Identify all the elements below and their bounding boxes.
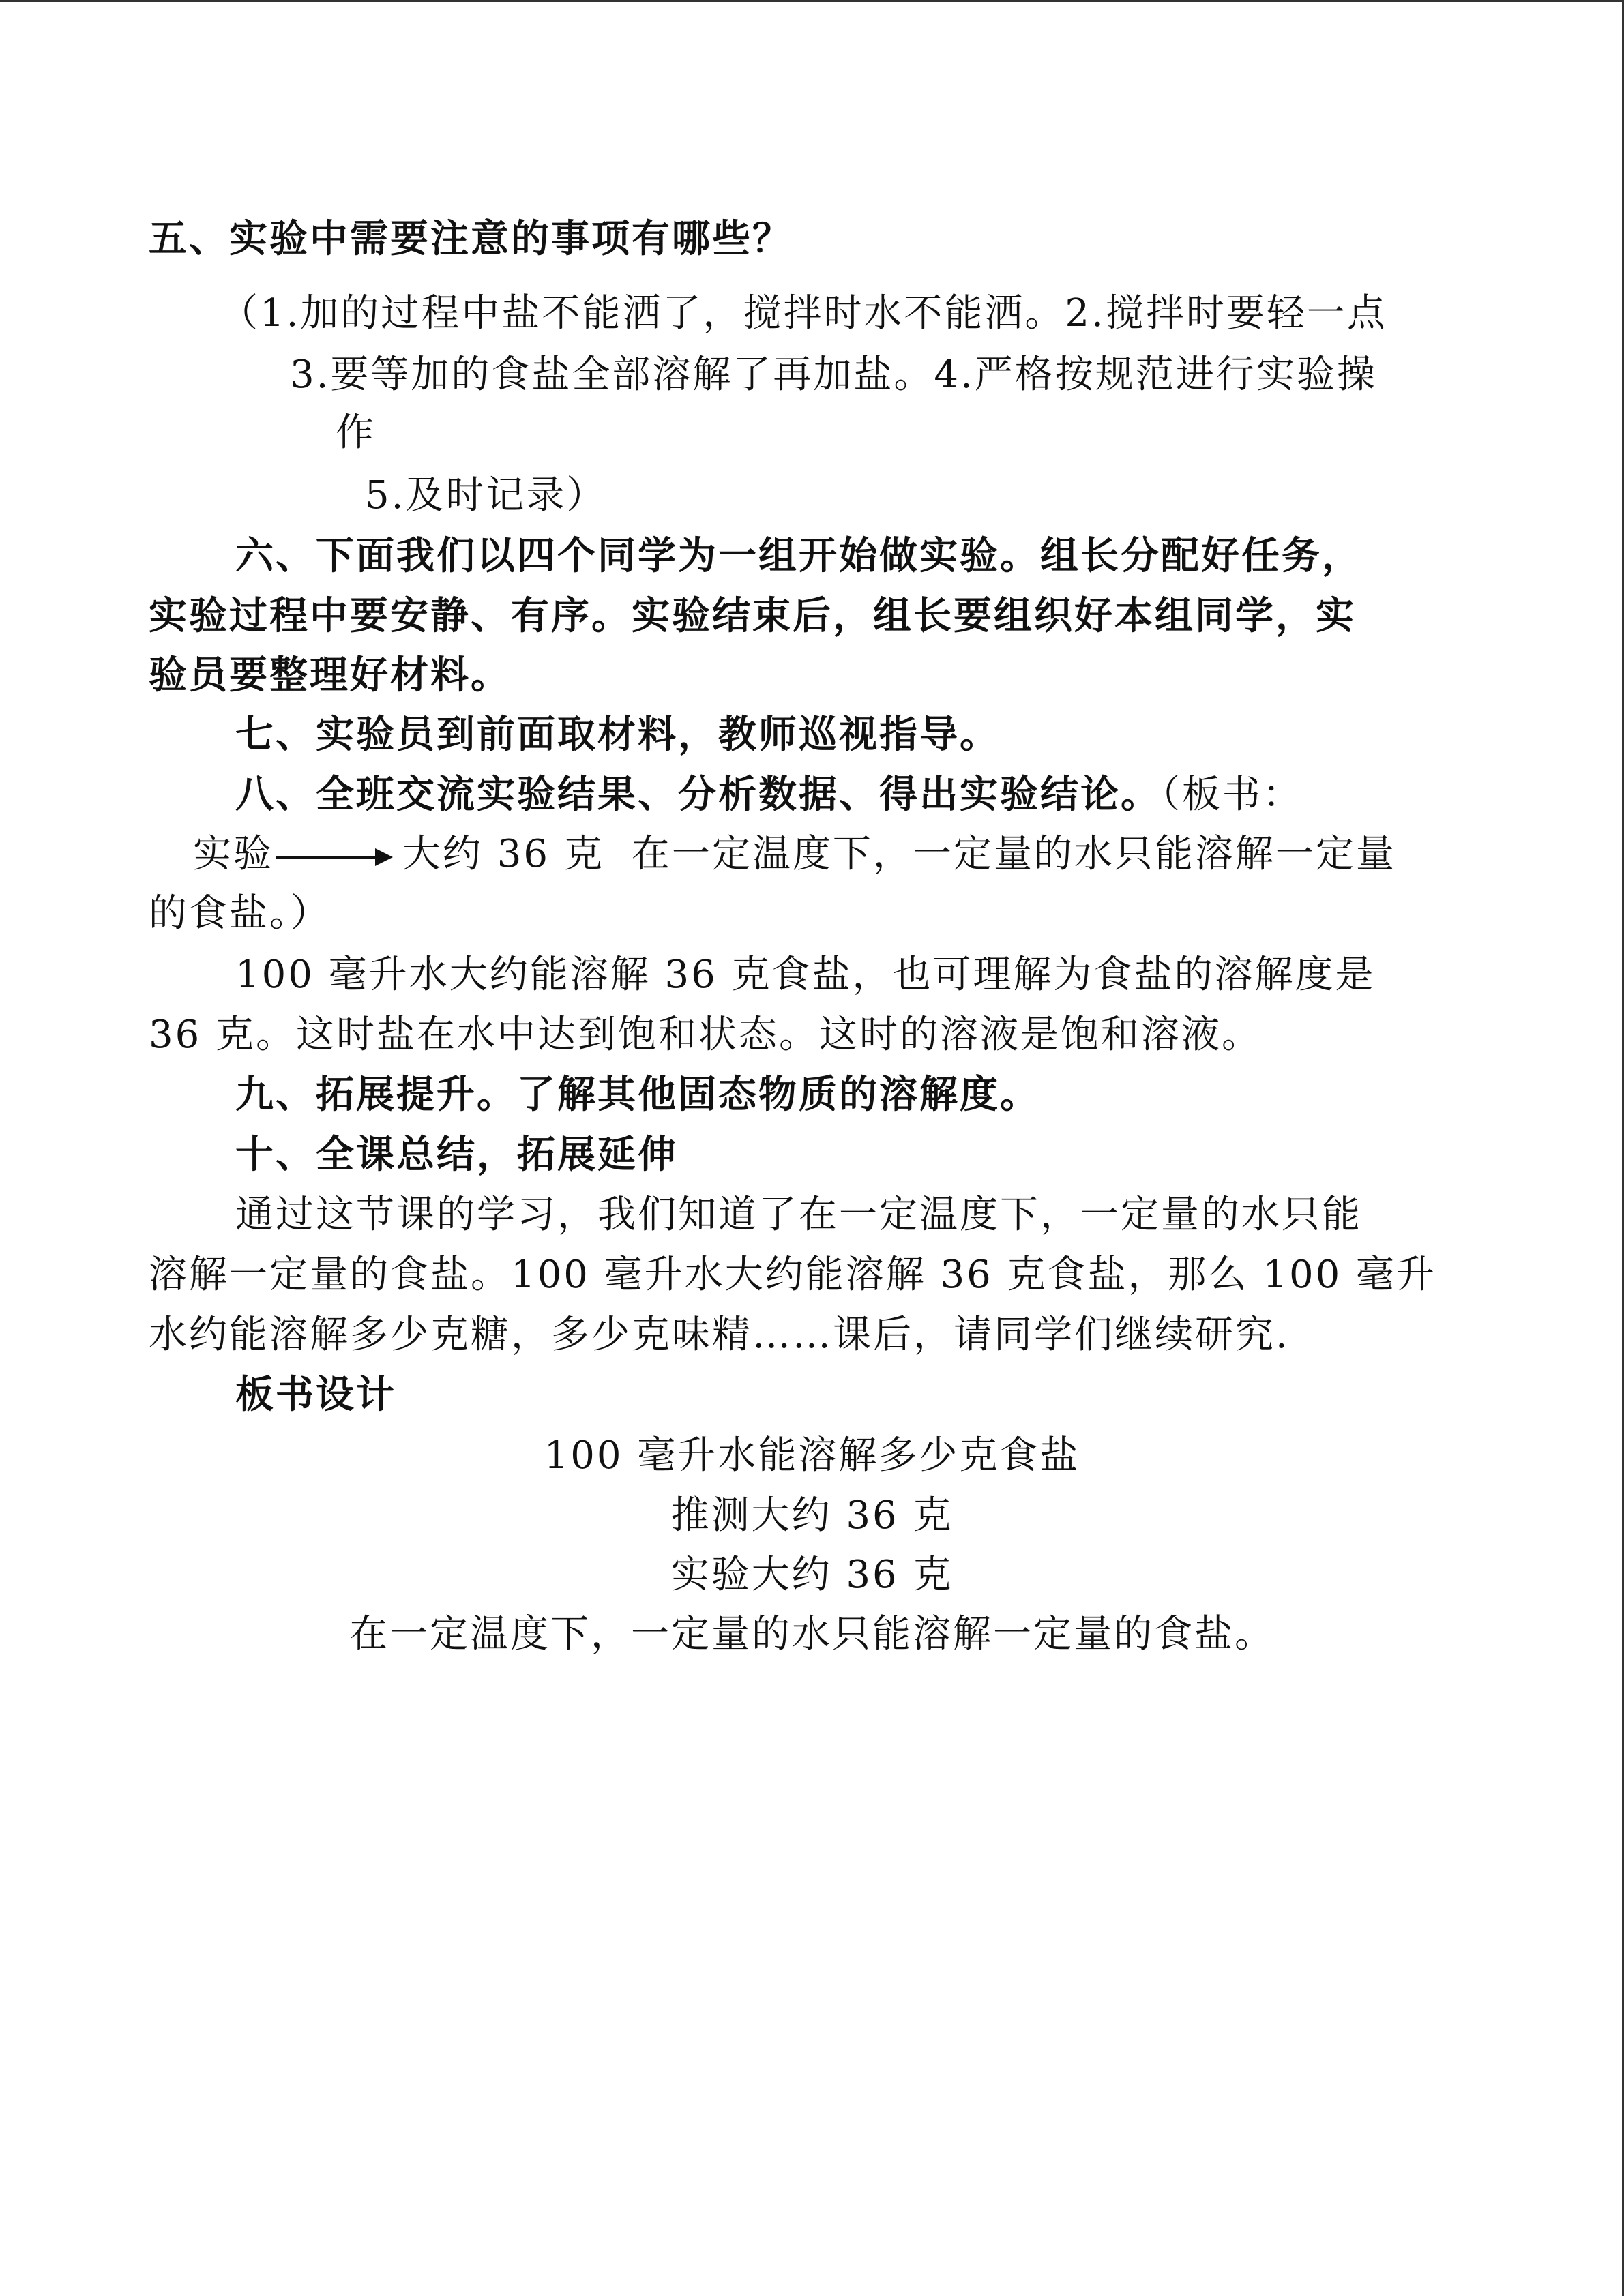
section-8-board-open: （板书：	[1161, 773, 1303, 817]
board-line-2: 推测大约 36 克	[670, 1493, 954, 1538]
section-8-line-1	[235, 764, 1303, 826]
board-line-1: 100 毫升水能溶解多少克食盐	[544, 1433, 1080, 1478]
section-7-line: 七、实验员到前面取材料，教师巡视指导。	[235, 712, 1000, 757]
paragraph-2-line-1: 通过这节课的学习，我们知道了在一定温度下，一定量的水只能	[235, 1193, 1362, 1237]
paragraph-1-line-2: 36 克。这时盐在水中达到饱和状态。这时的溶液是饱和溶液。	[149, 1013, 1263, 1057]
paragraph-2-line-3: 水约能溶解多少克糖，多少克味精……课后，请同学们继续研究.	[149, 1313, 1290, 1357]
paragraph-1-line-1: 100 毫升水大约能溶解 36 克食盐，也可理解为食盐的溶解度是	[235, 953, 1376, 997]
section-10-heading: 十、全课总结，拓展延伸	[235, 1132, 678, 1177]
section-9-line: 九、拓展提升。了解其他固态物质的溶解度。	[235, 1072, 1040, 1117]
section-8-line-2	[193, 824, 1396, 885]
page-top-edge	[0, 0, 1624, 2]
experiment-label: 实验	[193, 832, 274, 876]
section-6-line-3: 验员要整理好材料。	[149, 653, 511, 698]
section-5-note-line-3: 作	[336, 411, 376, 455]
section-8-line-3: 的食盐。）	[149, 891, 331, 936]
experiment-value: 大约 36 克	[402, 832, 604, 876]
section-5-heading: 五、实验中需要注意的事项有哪些？	[149, 216, 793, 261]
section-5-note-line-1: （1.加的过程中盐不能洒了，搅拌时水不能洒。2.搅拌时要轻一点	[220, 291, 1387, 336]
right-arrow-icon	[276, 856, 389, 859]
section-5-note-line-2: 3.要等加的食盐全部溶解了再加盐。4.严格按规范进行实验操	[290, 353, 1377, 397]
paragraph-2-line-2: 溶解一定量的食盐。100 毫升水大约能溶解 36 克食盐，那么 100 毫升	[149, 1253, 1437, 1297]
board-design-title: 板书设计	[235, 1372, 396, 1417]
section-5-note-line-4: 5.及时记录）	[365, 473, 607, 518]
experiment-conclusion: 在一定温度下，一定量的水只能溶解一定量	[631, 832, 1396, 876]
board-line-3: 实验大约 36 克	[670, 1553, 954, 1597]
board-line-4: 在一定温度下，一定量的水只能溶解一定量的食盐。	[349, 1612, 1275, 1656]
section-6-line-1: 六、下面我们以四个同学为一组开始做实验。组长分配好任务，	[235, 533, 1362, 578]
section-6-line-2: 实验过程中要安静、有序。实验结束后，组长要组织好本组同学，实	[149, 593, 1356, 638]
section-8-heading: 八、全班交流实验结果、分析数据、得出实验结论。	[235, 772, 1161, 817]
